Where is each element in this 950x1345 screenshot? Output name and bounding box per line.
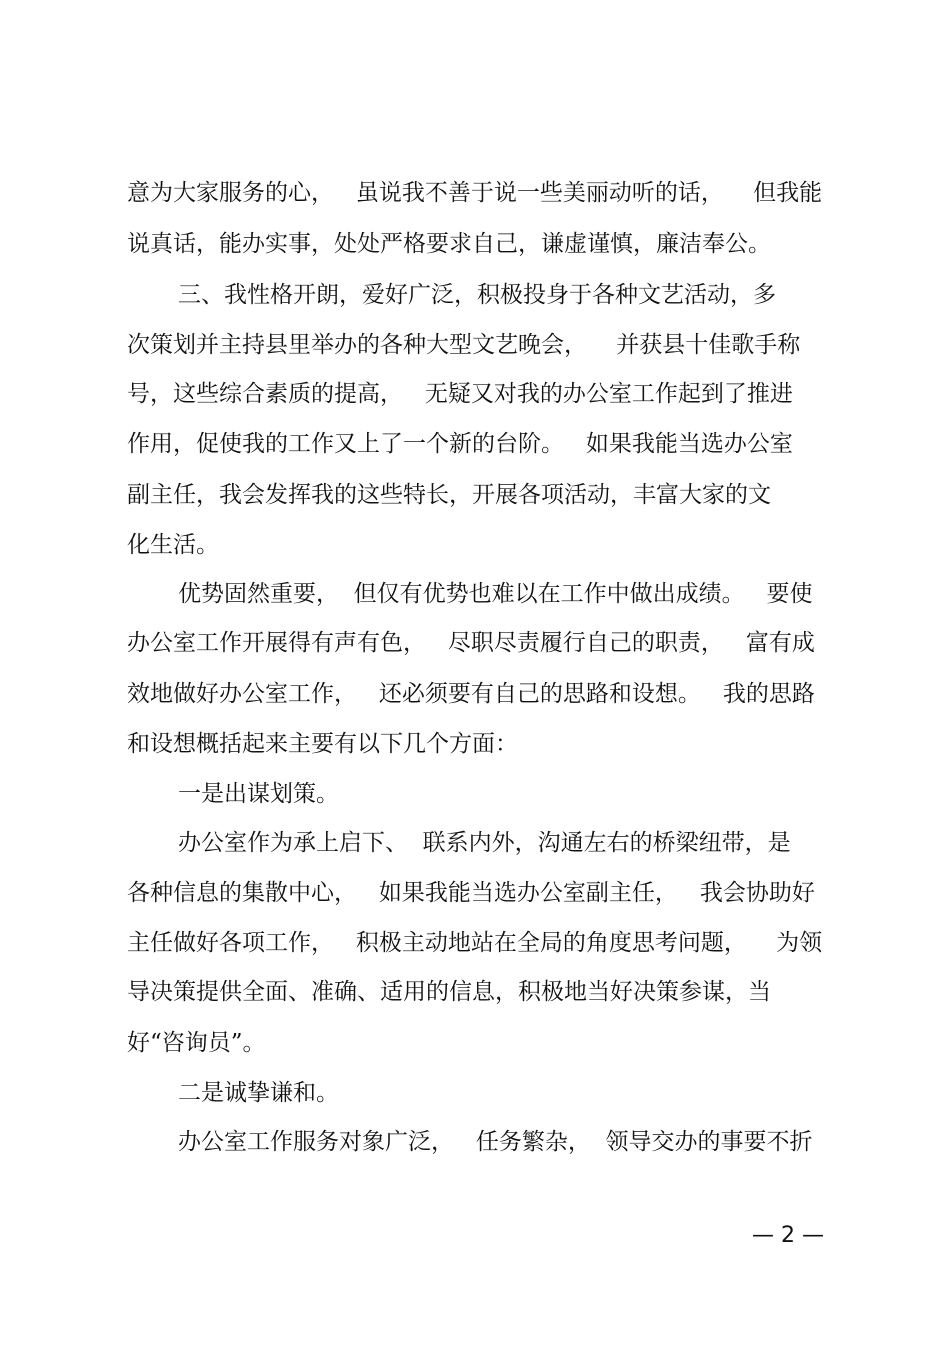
text-line-8: 化生活。 <box>127 532 219 558</box>
text-line-1: 意为大家服务的心， 虽说我不善于说一些美丽动听的话， 但我能 <box>127 180 823 206</box>
text-line-18: 好“咨询员”。 <box>127 1030 266 1056</box>
text-line-7: 副主任，我会发挥我的这些特长，开展各项活动，丰富大家的文 <box>127 482 771 508</box>
text-line-17: 导决策提供全面、准确、适用的信息，积极地当好决策参谋，当 <box>127 979 771 1005</box>
text-line-10: 办公室工作开展得有声有色， 尽职尽责履行自己的职责， 富有成 <box>127 630 815 656</box>
text-line-20: 办公室工作服务对象广泛， 任务繁杂， 领导交办的事要不折 <box>178 1129 813 1155</box>
text-line-5: 号，这些综合素质的提高， 无疑又对我的办公室工作起到了推进 <box>127 381 793 407</box>
page-number: — 2 — <box>752 1223 824 1248</box>
text-line-9: 优势固然重要， 但仅有优势也难以在工作中做出成绩。 要使 <box>178 581 813 607</box>
text-line-6: 作用，促使我的工作又上了一个新的台阶。 如果我能当选办公室 <box>127 431 793 457</box>
text-line-13: 一是出谋划策。 <box>178 781 339 807</box>
text-line-14: 办公室作为承上启下、 联系内外，沟通左右的桥梁纽带，是 <box>178 830 791 856</box>
text-line-16: 主任做好各项工作， 积极主动地站在全局的角度思考问题， 为领 <box>127 930 823 956</box>
text-line-12: 和设想概括起来主要有以下几个方面： <box>127 731 518 757</box>
text-line-4: 次策划并主持县里举办的各种大型文艺晚会， 并获县十佳歌手称 <box>127 332 801 358</box>
text-line-19: 二是诚挚谦和。 <box>178 1080 339 1106</box>
text-line-2: 说真话，能办实事，处处严格要求自己，谦虚谨慎，廉洁奉公。 <box>127 231 771 257</box>
text-line-11: 效地做好办公室工作， 还必须要有自己的思路和设想。 我的思路 <box>127 681 815 707</box>
text-line-15: 各种信息的集散中心， 如果我能当选办公室副主任， 我会协助好 <box>127 880 815 906</box>
text-line-3: 三、我性格开朗，爱好广泛，积极投身于各种文艺活动，多 <box>178 282 776 308</box>
